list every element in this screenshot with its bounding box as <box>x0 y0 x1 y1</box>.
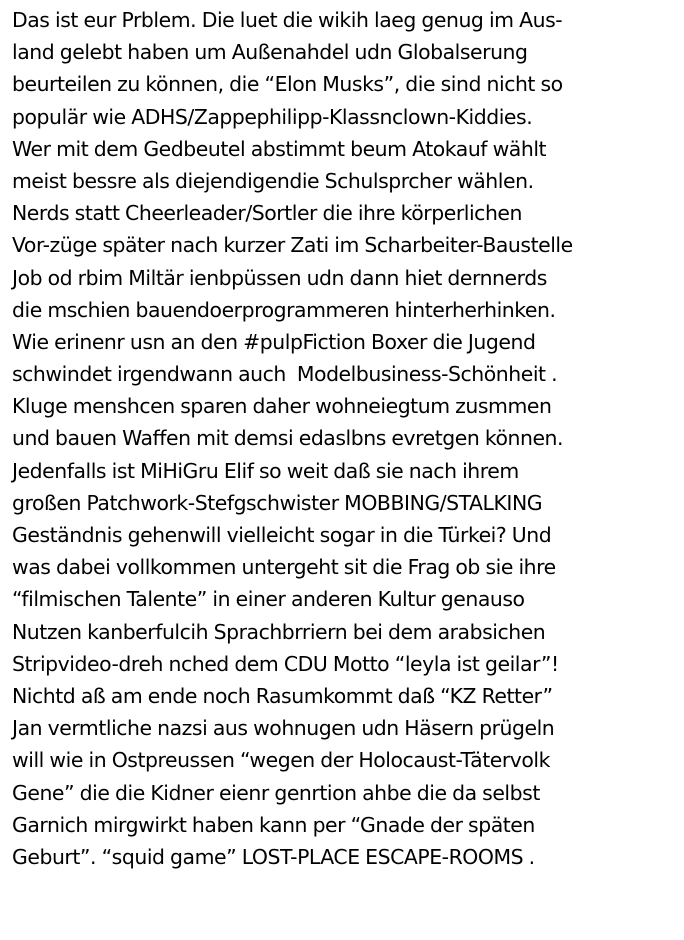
text-line: Jedenfalls ist MiHiGru Elif so weit daß sie nach ihrem <box>12 458 519 483</box>
text-line: Nerds statt Cheerleader/Sortler die ihre körperlichen <box>12 201 522 226</box>
text-line: Geburt”. “squid game” LOST-PLACE ESCAPE-ROOMS . <box>12 844 535 869</box>
text-line: beurteilen zu können, die “Elon Musks”, die sind nicht so <box>12 72 563 97</box>
text-line: großen Patchwork-Stefgschwister MOBBING/STALKING <box>12 490 543 515</box>
text-line: Wie erinenr usn an den #pulpFiction Boxer die Jugend <box>12 329 536 354</box>
text-line: Stripvideo-dreh nched dem CDU Motto “leyla ist geilar”! <box>12 651 559 676</box>
text-line: populär wie ADHS/Zappephilipp-Klassnclown-Kiddies. <box>12 104 533 129</box>
text-line: Jan vermtliche nazsi aus wohnugen udn Häsern prügeln <box>12 716 555 741</box>
text-line: Job od rbim Miltär ienbpüssen udn dann hiet dernnerds <box>12 265 547 290</box>
text-line: “filmischen Talente” in einer anderen Kultur genauso <box>12 587 525 612</box>
text-line: Das ist eur Prblem. Die luet die wikih laeg genug im Aus- <box>12 8 563 32</box>
text-line: schwindet irgendwann auch Modelbusiness-Schönheit . <box>12 362 558 387</box>
body-text <box>12 4 680 873</box>
text-line: will wie in Ostpreussen “wegen der Holocaust-Tätervolk <box>12 748 551 773</box>
text-line: land gelebt haben um Außenahdel udn Globalserung <box>12 40 528 65</box>
text-line: Nichtd aß am ende noch Rasumkommt daß “KZ Retter” <box>12 683 553 708</box>
text-line: Kluge menshcen sparen daher wohneiegtum zusmmen <box>12 394 552 419</box>
text-line: Geständnis gehenwill vielleicht sogar in die Türkei? Und <box>12 523 552 547</box>
text-line: Nutzen kanberfulcih Sprachbrriern bei dem arabsichen <box>12 619 546 644</box>
text-line: Gene” die die Kidner eienr genrtion ahbe die da selbst <box>12 780 540 805</box>
text-line: die mschien bauendoerprogrammeren hinterherhinken. <box>12 297 556 322</box>
text-line: Wer mit dem Gedbeutel abstimmt beum Atokauf wählt <box>12 136 547 161</box>
text-line: Garnich mirgwirkt haben kann per “Gnade der späten <box>12 812 535 837</box>
text-line: meist bessre als diejendigendie Schulsprcher wählen. <box>12 168 534 193</box>
text-line: was dabei vollkommen untergeht sit die Frag ob sie ihre <box>12 555 556 580</box>
text-line: Vor-züge später nach kurzer Zati im Scharbeiter-Baustelle <box>12 233 573 258</box>
text-line: und bauen Waffen mit demsi edaslbns evretgen können. <box>12 426 564 451</box>
